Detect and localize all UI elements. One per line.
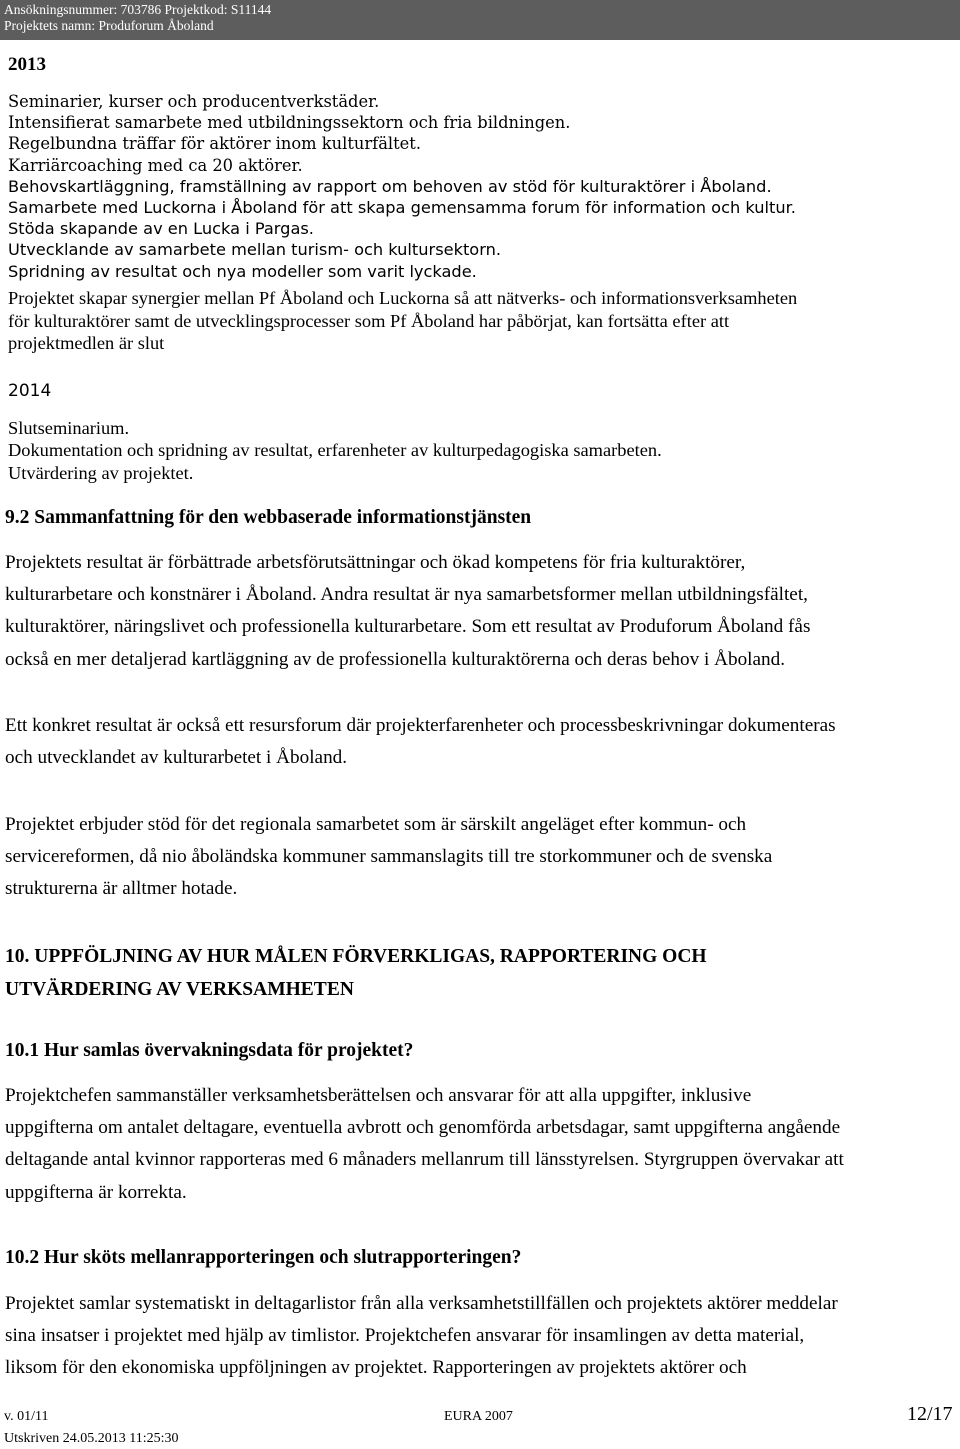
- paragraph-line: också en mer detaljerad kartläggning av de professionella kulturaktörerna och deras behov i Åboland.: [5, 648, 786, 670]
- year-2013-summary: [8, 287, 797, 355]
- heading-line: UTVÄRDERING AV VERKSAMHETEN: [5, 979, 354, 1000]
- list-item: Intensifierat samarbete med utbildningssektorn och fria bildningen.: [8, 113, 571, 133]
- list-item: Spridning av resultat och nya modeller som varit lyckade.: [8, 261, 477, 281]
- paragraph-line: liksom för den ekonomiska uppföljningen av projektet. Rapporteringen av projektets aktörer och: [5, 1357, 747, 1379]
- paragraph-line: deltagande antal kvinnor rapporteras med 6 månaders mellanrum till länsstyrelsen. Styrgruppen övervakar att: [5, 1149, 844, 1171]
- section-9-2-paragraph-3: [5, 809, 772, 906]
- section-9-2-paragraph-1: [5, 547, 810, 676]
- paragraph-line: kulturarbetare och konstnärer i Åboland. Andra resultat är nya samarbetsformer mellan utbildningsfältet,: [5, 584, 808, 606]
- list-item: Utvärdering av projektet.: [8, 462, 194, 483]
- section-10-heading: [5, 940, 707, 1006]
- page-number: 12/17: [907, 1403, 953, 1425]
- section-10-1-paragraph: [5, 1080, 844, 1209]
- year-2014-activity-list: [8, 417, 662, 484]
- paragraph-line: och utvecklandet av kulturarbetet i Åboland.: [5, 747, 348, 769]
- application-number: Ansökningsnummer: 703786 Projektkod: S11144: [4, 2, 272, 17]
- list-item: Slutseminarium.: [8, 418, 130, 438]
- paragraph-line: Projektets resultat är förbättrade arbetsförutsättningar och ökad kompetens för fria kulturaktörer,: [5, 552, 746, 573]
- summary-line: Projektet skapar synergier mellan Pf Åboland och Luckorna så att nätverks- och informationsverksamheten: [8, 288, 798, 308]
- summary-line: projektmedlen är slut: [8, 333, 165, 354]
- version-label: v. 01/11: [4, 1409, 49, 1424]
- list-item: Samarbete med Luckorna i Åboland för att skapa gemensamma forum för information och kultur.: [8, 198, 796, 218]
- paragraph-line: Ett konkret resultat är också ett resursforum där projekterfarenheter och processbeskrivningar dokumenteras: [5, 715, 836, 736]
- list-item: Regelbundna träffar för aktörer inom kulturfältet.: [8, 134, 422, 154]
- paragraph-line: uppgifterna om antalet deltagare, eventuella avbrott och genomförda arbetsdagar, samt uppgifterna angående: [5, 1117, 841, 1139]
- section-10-1-heading: 10.1 Hur samlas övervakningsdata för projektet?: [5, 1040, 414, 1061]
- list-item: Utvecklande av samarbete mellan turism- och kultursektorn.: [8, 240, 501, 260]
- paragraph-line: Projektet erbjuder stöd för det regionala samarbetet som är särskilt angeläget efter kommun- och: [5, 814, 747, 835]
- paragraph-line: sina insatser i projektet med hjälp av timlistor. Projektchefen ansvarar för insamlingen av detta material,: [5, 1325, 805, 1347]
- heading-line: 10. UPPFÖLJNING AV HUR MÅLEN FÖRVERKLIGAS, RAPPORTERING OCH: [5, 946, 707, 967]
- list-item: Behovskartläggning, framställning av rapport om behoven av stöd för kulturaktörer i Åboland.: [8, 176, 772, 196]
- section-10-2-paragraph: [5, 1288, 838, 1385]
- year-2013-activity-list: [8, 91, 796, 282]
- section-9-2-heading: 9.2 Sammanfattning för den webbaserade informationstjänsten: [5, 507, 532, 528]
- paragraph-line: Projektet samlar systematiskt in deltagarlistor från alla verksamhetstillfällen och projektets aktörer meddelar: [5, 1293, 838, 1314]
- year-2014-heading: 2014: [8, 381, 52, 401]
- document-header-bar: [0, 0, 960, 40]
- paragraph-line: Projektchefen sammanställer verksamhetsberättelsen och ansvarar för att alla uppgifter, inklusive: [5, 1085, 752, 1106]
- project-name: Projektets namn: Produforum Åboland: [4, 18, 214, 33]
- list-item: Stöda skapande av en Lucka i Pargas.: [8, 219, 314, 239]
- list-item: Karriärcoaching med ca 20 aktörer.: [8, 155, 303, 175]
- list-item: Dokumentation och spridning av resultat, erfarenheter av kulturpedagogiska samarbeten.: [8, 440, 662, 461]
- paragraph-line: servicereformen, då nio åboländska kommuner sammanslagits till tre storkommuner och de svenska: [5, 846, 773, 868]
- paragraph-line: uppgifterna är korrekta.: [5, 1181, 187, 1203]
- section-9-2-paragraph-2: [5, 710, 836, 774]
- list-item: Seminarier, kurser och producentverkstäder.: [8, 92, 380, 111]
- eura-label: EURA 2007: [444, 1409, 513, 1424]
- year-2013-heading: 2013: [8, 54, 46, 75]
- section-10-2-heading: 10.2 Hur sköts mellanrapporteringen och slutrapporteringen?: [5, 1247, 522, 1268]
- summary-line: för kulturaktörer samt de utvecklingsprocesser som Pf Åboland har påbörjat, kan fortsätta efter att: [8, 310, 730, 331]
- paragraph-line: kulturaktörer, näringslivet och professionella kulturarbetare. Som ett resultat av Produforum Åboland fås: [5, 616, 811, 638]
- print-timestamp: Utskriven 24.05.2013 11:25:30: [4, 1431, 179, 1446]
- paragraph-line: strukturerna är alltmer hotade.: [5, 878, 238, 900]
